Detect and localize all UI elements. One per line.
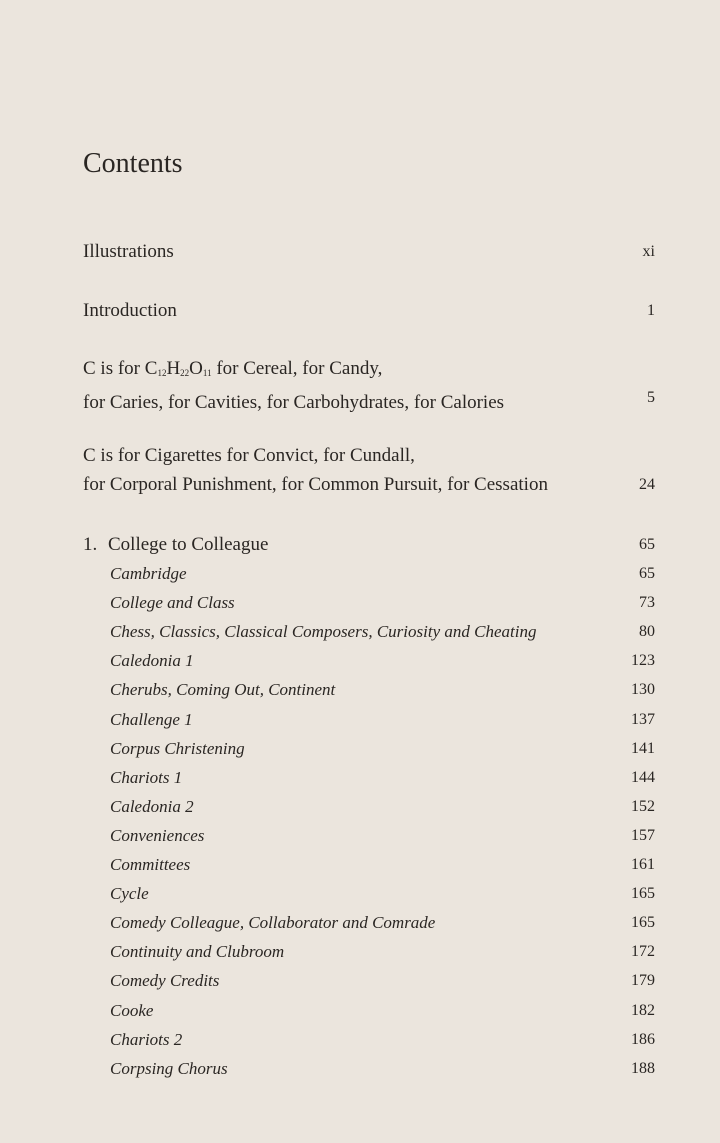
entry-page: 73 (639, 594, 655, 612)
entry-label-line1: C is for $C_{12}H_{22}O_{11}$ for Cereal, for Candy, (83, 358, 383, 379)
entry-page: 144 (631, 768, 655, 786)
entry-label: Cooke (110, 1000, 154, 1020)
chapter-number: 1. (83, 534, 98, 555)
toc-section-entry[interactable] (110, 675, 655, 704)
toc-chapter-1[interactable] (83, 530, 655, 559)
entry-page: 152 (631, 797, 655, 815)
entry-label: Challenge 1 (110, 709, 193, 729)
entry-page: 186 (631, 1030, 655, 1048)
toc-section-entry[interactable] (110, 908, 655, 937)
entry-label: Comedy Colleague, Collaborator and Comrade (110, 913, 436, 933)
toc-entry-introduction[interactable] (83, 296, 655, 325)
chapter-title: College to Colleague (108, 534, 269, 555)
entry-label-line2: for Corporal Punishment, for Common Pursuit, for Cessation (83, 474, 548, 495)
entry-page: 161 (631, 856, 655, 873)
entry-label: Corpus Christening (110, 738, 245, 758)
toc-section-entry[interactable] (110, 937, 655, 966)
toc-section-entry[interactable] (110, 705, 655, 734)
entry-label: Illustrations (83, 241, 174, 262)
toc-section-entry[interactable] (110, 646, 655, 675)
toc-section-entry[interactable] (110, 1025, 655, 1054)
entry-label: Cambridge (110, 564, 187, 583)
entry-page: 141 (631, 739, 655, 757)
entry-page: 65 (639, 565, 655, 582)
toc-section-entry[interactable] (110, 588, 655, 617)
entry-label: Conveniences (110, 825, 205, 845)
entry-label: Committees (110, 855, 191, 874)
entry-label: Corpsing Chorus (110, 1058, 228, 1078)
toc-entry-essay-2[interactable] (83, 441, 655, 499)
entry-label: Cycle (110, 884, 149, 904)
toc-section-entry[interactable] (110, 792, 655, 821)
entry-page: 5 (647, 389, 655, 406)
entry-label: College and Class (110, 593, 235, 613)
entry-page: 172 (631, 943, 655, 961)
entry-page: 188 (631, 1059, 655, 1077)
entry-page: 80 (639, 623, 655, 641)
entry-label: Chariots 2 (110, 1029, 183, 1049)
entry-page: 182 (631, 1001, 655, 1019)
entry-label: Comedy Credits (110, 971, 220, 991)
page-title: Contents (83, 148, 183, 179)
toc-section-entry[interactable] (110, 821, 655, 850)
toc-section-entry[interactable] (110, 763, 655, 792)
toc-section-entry[interactable] (110, 617, 655, 646)
toc-section-entry[interactable] (110, 734, 655, 763)
entry-label-line2: for Caries, for Cavities, for Carbohydrates, for Calories (83, 392, 505, 413)
entry-page: 165 (631, 885, 655, 903)
entry-label: Cherubs, Coming Out, Continent (110, 680, 336, 700)
toc-section-entry[interactable] (110, 559, 655, 588)
entry-page: 24 (639, 476, 655, 493)
entry-label: Chariots 1 (110, 767, 183, 787)
entry-page: 1 (647, 302, 655, 319)
entry-page: 157 (631, 826, 655, 844)
entry-page: 65 (639, 536, 655, 553)
entry-label: Caledonia 2 (110, 796, 194, 816)
entry-label: Continuity and Clubroom (110, 942, 285, 962)
entry-page: 123 (631, 652, 655, 670)
entry-label: Caledonia 1 (110, 651, 194, 671)
entry-page: 137 (631, 710, 655, 728)
entry-page: 130 (631, 681, 655, 699)
toc-section-entry[interactable] (110, 966, 655, 995)
toc-entry-essay-1[interactable] (83, 354, 655, 417)
entry-label: Introduction (83, 300, 177, 321)
entry-label: Chess, Classics, Classical Composers, Curiosity and Cheating (110, 622, 537, 642)
toc-section-entry[interactable] (110, 850, 655, 879)
toc-section-entry[interactable] (110, 1054, 655, 1083)
entry-page: xi (642, 243, 655, 260)
toc-section-entry[interactable] (110, 996, 655, 1025)
entry-page: 165 (631, 914, 655, 932)
toc-entry-illustrations[interactable] (83, 237, 655, 266)
entry-page: 179 (631, 972, 655, 990)
entry-label-line1: C is for Cigarettes for Convict, for Cundall, (83, 445, 415, 466)
toc-section-entry[interactable] (110, 879, 655, 908)
